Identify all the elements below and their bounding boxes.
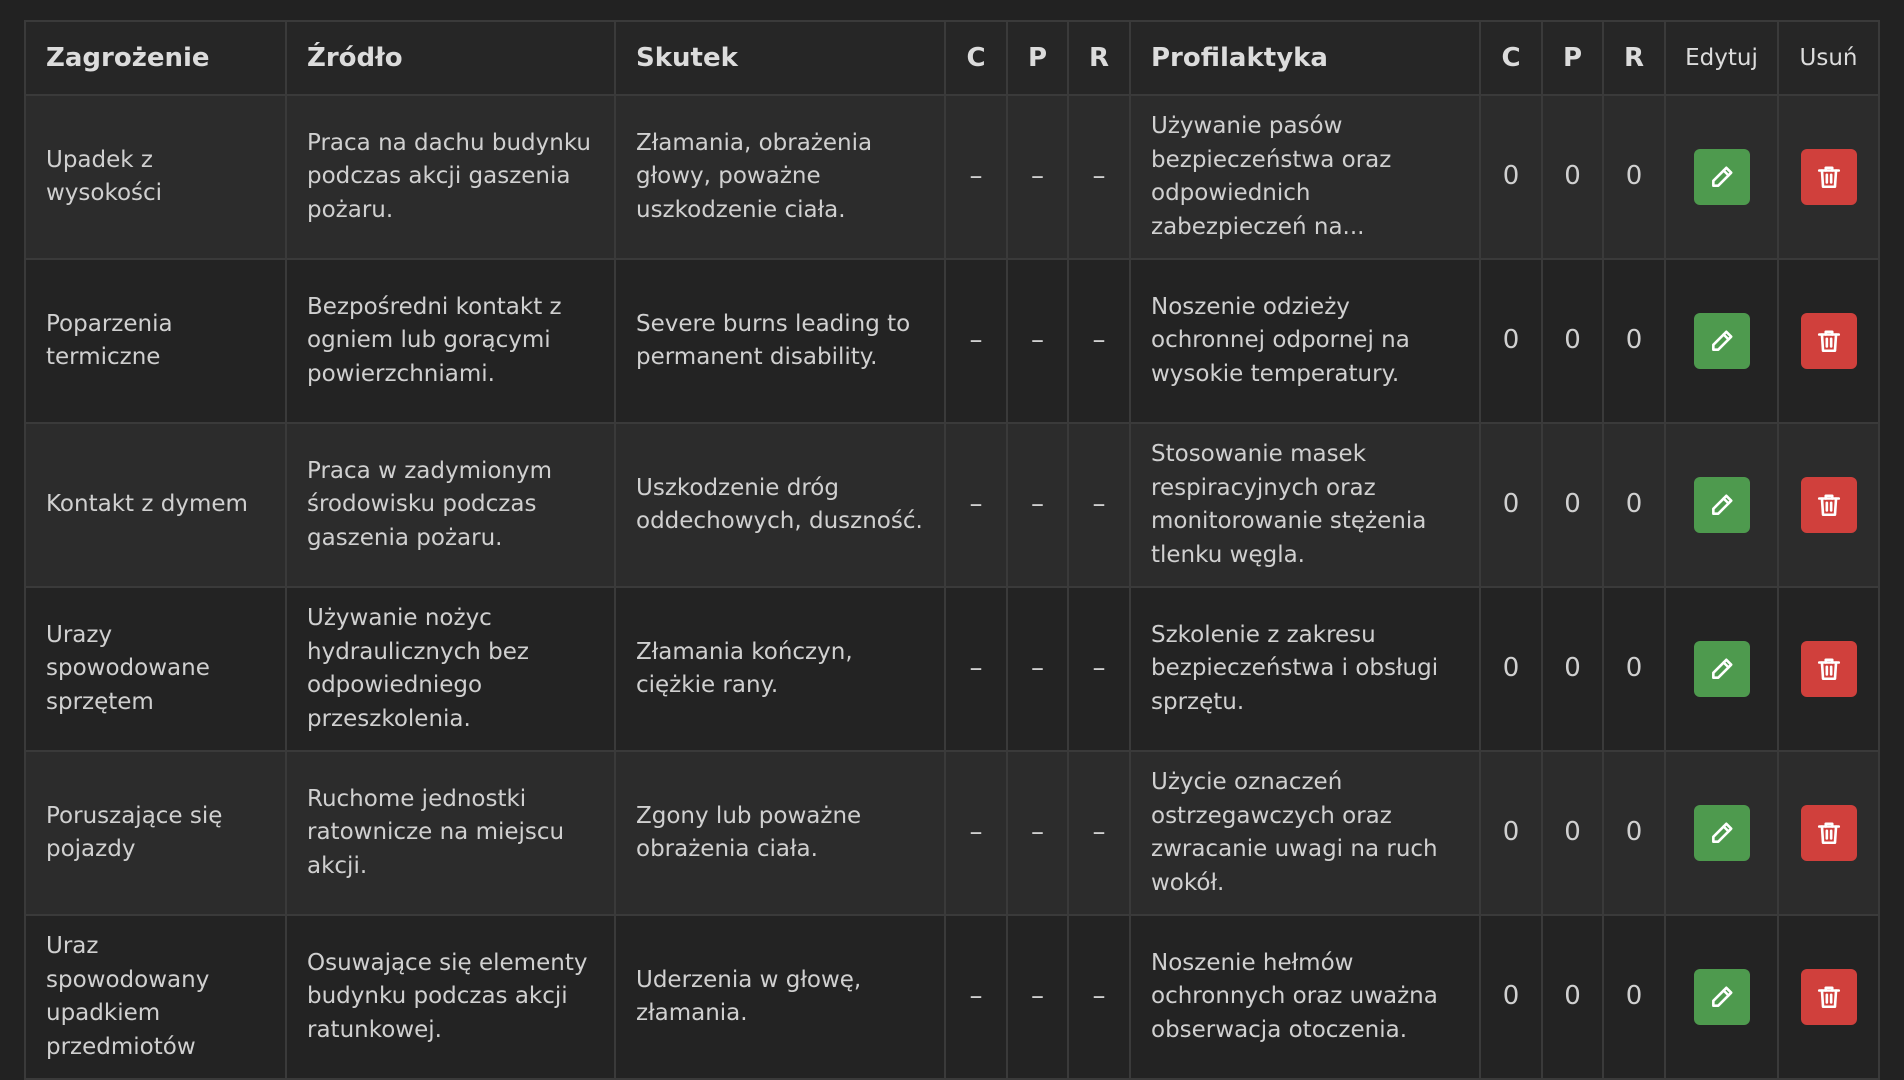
header-edit: Edytuj xyxy=(1665,21,1778,95)
cell-p-before: – xyxy=(1007,915,1068,1079)
cell-effect: Uderzenia w głowę, złamania. xyxy=(615,915,945,1079)
trash-icon xyxy=(1816,164,1842,190)
cell-r-after: 0 xyxy=(1603,915,1665,1079)
prevention-text: Stosowanie masek respiracyjnych oraz monitorowanie stężenia tlenku węgla. xyxy=(1151,441,1427,568)
cell-c-before: – xyxy=(945,423,1007,587)
prevention-text: Noszenie odzieży ochronnej odpornej na wysokie temperatury. xyxy=(1151,293,1410,387)
cell-edit xyxy=(1665,587,1778,751)
risk-table-container xyxy=(24,20,1878,1080)
header-r-before: R xyxy=(1068,21,1130,95)
edit-button[interactable] xyxy=(1694,969,1750,1025)
cell-edit xyxy=(1665,259,1778,423)
header-c-after: C xyxy=(1480,21,1542,95)
cell-p-before: – xyxy=(1007,95,1068,259)
cell-c-after: 0 xyxy=(1480,915,1542,1079)
cell-prevention xyxy=(1130,751,1480,915)
cell-r-after: 0 xyxy=(1603,751,1665,915)
cell-p-after: 0 xyxy=(1542,915,1603,1079)
edit-button[interactable] xyxy=(1694,805,1750,861)
prevention-text: Szkolenie z zakresu bezpieczeństwa i obsługi sprzętu. xyxy=(1151,621,1439,715)
cell-r-after: 0 xyxy=(1603,423,1665,587)
cell-hazard: Kontakt z dymem xyxy=(25,423,286,587)
delete-button[interactable] xyxy=(1801,969,1857,1025)
cell-prevention xyxy=(1130,259,1480,423)
cell-effect: Uszkodzenie dróg oddechowych, duszność. xyxy=(615,423,945,587)
prevention-text: Używanie pasów bezpieczeństwa oraz odpowiednich zabezpieczeń na... xyxy=(1151,113,1392,240)
cell-edit xyxy=(1665,423,1778,587)
cell-hazard: Uraz spowodowany upadkiem przedmiotów xyxy=(25,915,286,1079)
cell-effect: Zgony lub poważne obrażenia ciała. xyxy=(615,751,945,915)
cell-delete xyxy=(1778,751,1879,915)
cell-p-after: 0 xyxy=(1542,587,1603,751)
cell-hazard: Poparzenia termiczne xyxy=(25,259,286,423)
edit-button[interactable] xyxy=(1694,641,1750,697)
cell-c-before: – xyxy=(945,751,1007,915)
cell-edit xyxy=(1665,95,1778,259)
cell-r-after: 0 xyxy=(1603,587,1665,751)
cell-c-after: 0 xyxy=(1480,259,1542,423)
cell-r-before: – xyxy=(1068,915,1130,1079)
header-p-before: P xyxy=(1007,21,1068,95)
trash-icon xyxy=(1816,492,1842,518)
trash-icon xyxy=(1816,328,1842,354)
prevention-text: Noszenie hełmów ochronnych oraz uważna obserwacja otoczenia. xyxy=(1151,949,1438,1043)
header-r-after: R xyxy=(1603,21,1665,95)
table-row xyxy=(25,259,1879,423)
cell-hazard: Poruszające się pojazdy xyxy=(25,751,286,915)
header-effect: Skutek xyxy=(615,21,945,95)
edit-button[interactable] xyxy=(1694,149,1750,205)
cell-c-after: 0 xyxy=(1480,95,1542,259)
cell-hazard: Urazy spowodowane sprzętem xyxy=(25,587,286,751)
header-hazard: Zagrożenie xyxy=(25,21,286,95)
cell-prevention xyxy=(1130,915,1480,1079)
cell-p-before: – xyxy=(1007,587,1068,751)
cell-edit xyxy=(1665,915,1778,1079)
cell-p-after: 0 xyxy=(1542,259,1603,423)
header-prevention: Profilaktyka xyxy=(1130,21,1480,95)
pencil-icon xyxy=(1709,984,1735,1010)
cell-c-before: – xyxy=(945,95,1007,259)
cell-delete xyxy=(1778,587,1879,751)
cell-r-before: – xyxy=(1068,95,1130,259)
cell-p-after: 0 xyxy=(1542,751,1603,915)
cell-effect: Severe burns leading to permanent disability. xyxy=(615,259,945,423)
cell-p-before: – xyxy=(1007,423,1068,587)
cell-prevention xyxy=(1130,587,1480,751)
cell-effect: Złamania, obrażenia głowy, poważne uszkodzenie ciała. xyxy=(615,95,945,259)
cell-r-after: 0 xyxy=(1603,95,1665,259)
cell-delete xyxy=(1778,423,1879,587)
cell-source: Praca na dachu budynku podczas akcji gaszenia pożaru. xyxy=(286,95,615,259)
cell-delete xyxy=(1778,259,1879,423)
delete-button[interactable] xyxy=(1801,477,1857,533)
cell-prevention xyxy=(1130,95,1480,259)
cell-delete xyxy=(1778,915,1879,1079)
cell-r-before: – xyxy=(1068,259,1130,423)
cell-source: Ruchome jednostki ratownicze na miejscu akcji. xyxy=(286,751,615,915)
cell-r-before: – xyxy=(1068,423,1130,587)
header-delete: Usuń xyxy=(1778,21,1879,95)
pencil-icon xyxy=(1709,656,1735,682)
delete-button[interactable] xyxy=(1801,805,1857,861)
cell-hazard: Upadek z wysokości xyxy=(25,95,286,259)
pencil-icon xyxy=(1709,328,1735,354)
cell-source: Osuwające się elementy budynku podczas akcji ratunkowej. xyxy=(286,915,615,1079)
header-c-before: C xyxy=(945,21,1007,95)
delete-button[interactable] xyxy=(1801,149,1857,205)
cell-r-before: – xyxy=(1068,751,1130,915)
cell-c-after: 0 xyxy=(1480,751,1542,915)
table-row xyxy=(25,587,1879,751)
cell-p-before: – xyxy=(1007,751,1068,915)
table-header-row xyxy=(25,21,1879,95)
cell-edit xyxy=(1665,751,1778,915)
pencil-icon xyxy=(1709,164,1735,190)
cell-p-after: 0 xyxy=(1542,423,1603,587)
cell-prevention xyxy=(1130,423,1480,587)
cell-r-before: – xyxy=(1068,587,1130,751)
prevention-text: Użycie oznaczeń ostrzegawczych oraz zwracanie uwagi na ruch wokół. xyxy=(1151,769,1438,896)
cell-c-before: – xyxy=(945,587,1007,751)
pencil-icon xyxy=(1709,820,1735,846)
risk-assessment-table xyxy=(24,20,1880,1080)
cell-c-before: – xyxy=(945,259,1007,423)
edit-button[interactable] xyxy=(1694,477,1750,533)
cell-c-after: 0 xyxy=(1480,423,1542,587)
cell-r-after: 0 xyxy=(1603,259,1665,423)
cell-p-before: – xyxy=(1007,259,1068,423)
edit-button[interactable] xyxy=(1694,313,1750,369)
delete-button[interactable] xyxy=(1801,641,1857,697)
table-row xyxy=(25,95,1879,259)
cell-p-after: 0 xyxy=(1542,95,1603,259)
cell-source: Praca w zadymionym środowisku podczas gaszenia pożaru. xyxy=(286,423,615,587)
cell-c-before: – xyxy=(945,915,1007,1079)
header-p-after: P xyxy=(1542,21,1603,95)
cell-c-after: 0 xyxy=(1480,587,1542,751)
table-row xyxy=(25,423,1879,587)
pencil-icon xyxy=(1709,492,1735,518)
trash-icon xyxy=(1816,984,1842,1010)
cell-source: Bezpośredni kontakt z ogniem lub gorącymi powierzchniami. xyxy=(286,259,615,423)
cell-delete xyxy=(1778,95,1879,259)
table-row xyxy=(25,915,1879,1079)
delete-button[interactable] xyxy=(1801,313,1857,369)
table-row xyxy=(25,751,1879,915)
cell-source: Używanie nożyc hydraulicznych bez odpowiedniego przeszkolenia. xyxy=(286,587,615,751)
cell-effect: Złamania kończyn, ciężkie rany. xyxy=(615,587,945,751)
trash-icon xyxy=(1816,820,1842,846)
header-source: Źródło xyxy=(286,21,615,95)
trash-icon xyxy=(1816,656,1842,682)
